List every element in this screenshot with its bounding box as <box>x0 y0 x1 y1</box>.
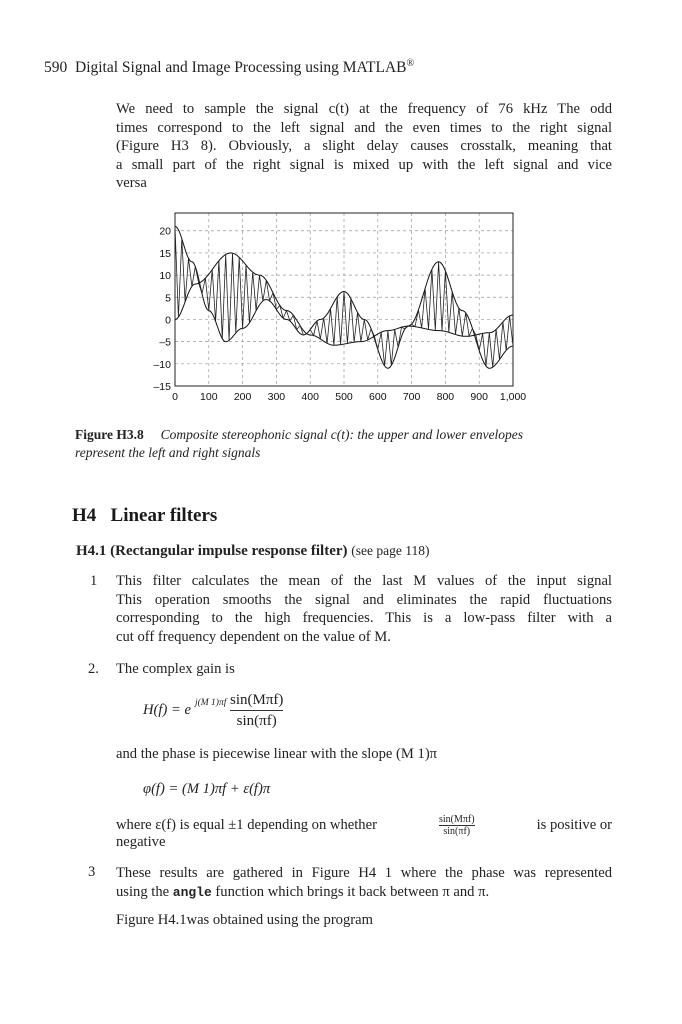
item-3 <box>116 864 612 930</box>
x-tick-label: 1,000 <box>499 391 527 403</box>
equation-phase: φ(f) = (M 1)πf + ε(f)π <box>143 781 271 797</box>
item-3-number: 3 <box>88 864 96 880</box>
y-tick-label: 0 <box>165 314 171 327</box>
y-tick-label: 5 <box>165 292 171 305</box>
text: using the <box>116 883 173 900</box>
x-tick-label: 200 <box>233 391 252 403</box>
text-line: and the phase is piecewise linear with the slope (M 1)π <box>116 746 438 762</box>
text-line: We need to sample the signal c(t) at the frequency of 76 kHz The odd <box>116 101 612 117</box>
x-tick-label: 700 <box>402 391 421 403</box>
eq-numerator: sin(Mπf) <box>230 690 283 711</box>
text-line: The complex gain is <box>116 661 235 677</box>
page-reference: (see page 118) <box>351 543 430 558</box>
x-tick-label: 400 <box>301 391 319 403</box>
subsection-title: H4.1 (Rectangular impulse response filter) <box>76 543 348 559</box>
y-tick-label: 15 <box>159 247 171 260</box>
frac-denominator: sin(πf) <box>443 826 471 837</box>
x-tick-label: 600 <box>369 391 387 403</box>
equation-complex-gain <box>143 690 283 731</box>
code-angle: angle <box>172 884 212 900</box>
text: is positive or <box>536 817 612 833</box>
text-line: a small part of the right signal is mixed up with the left signal and vice <box>116 156 612 173</box>
stereo-signal-chart <box>140 205 560 415</box>
x-tick-label: 800 <box>436 391 455 403</box>
eq-exponent: j(M 1)πf <box>194 697 227 708</box>
section-title: Linear filters <box>110 505 218 526</box>
figure-caption <box>75 426 523 462</box>
x-tick-label: 300 <box>267 391 286 403</box>
book-title: Digital Signal and Image Processing using MATLAB <box>75 59 407 77</box>
text-line: (Figure H3 8). Obviously, a slight delay causes crosstalk, meaning that <box>116 138 612 154</box>
subsection-heading <box>76 543 429 560</box>
text-line: negative <box>116 834 166 850</box>
y-tick-label: –5 <box>159 336 171 349</box>
frac-numerator: sin(Mπf) <box>438 814 475 825</box>
eq-denominator: sin(πf) <box>236 713 277 729</box>
text-line: versa <box>116 175 147 191</box>
text-line: times correspond to the left signal and the even times to the right signal <box>116 119 612 136</box>
where-line <box>116 814 612 837</box>
y-tick-label: 20 <box>159 225 171 238</box>
text-line: These results are gathered in Figure H4 1 where the phase was represented <box>116 865 612 881</box>
page-number: 590 <box>44 59 68 77</box>
y-tick-label: 10 <box>159 270 171 283</box>
running-header <box>44 58 414 77</box>
x-tick-label: 100 <box>200 391 218 403</box>
text-line: Figure H4.1was obtained using the program <box>116 912 373 928</box>
eq-lhs: H(f) = e <box>143 701 191 718</box>
text: where ε(f) is equal ±1 depending on whether <box>116 817 377 833</box>
figure-label: Figure H3.8 <box>75 427 144 442</box>
x-tick-label: 900 <box>470 391 488 403</box>
item-number: 1 <box>90 573 98 589</box>
registered-mark: ® <box>406 58 415 69</box>
x-tick-label: 0 <box>172 391 178 403</box>
caption-text: represent the left and right signals <box>75 445 261 460</box>
x-tick-label: 500 <box>335 391 353 403</box>
item-2-number: 2. <box>88 661 99 677</box>
y-tick-label: –15 <box>153 381 171 393</box>
text: function which brings it back between π and π. <box>211 883 490 900</box>
text-line: This filter calculates the mean of the last M values of the input signal <box>116 573 612 589</box>
intro-paragraph <box>116 100 612 193</box>
text-line: This operation smooths the signal and eliminates the rapid fluctuations <box>116 591 612 608</box>
text-line: corresponding to the high frequencies. This is a low-pass filter with a <box>116 610 612 626</box>
section-heading <box>72 505 217 527</box>
caption-text: Composite stereophonic signal c(t): the upper and lower envelopes <box>160 427 524 442</box>
text-line <box>116 883 612 903</box>
text-line: cut off frequency dependent on the value of M. <box>116 628 391 645</box>
section-number: H4 <box>72 505 97 526</box>
y-tick-label: –10 <box>153 358 171 371</box>
